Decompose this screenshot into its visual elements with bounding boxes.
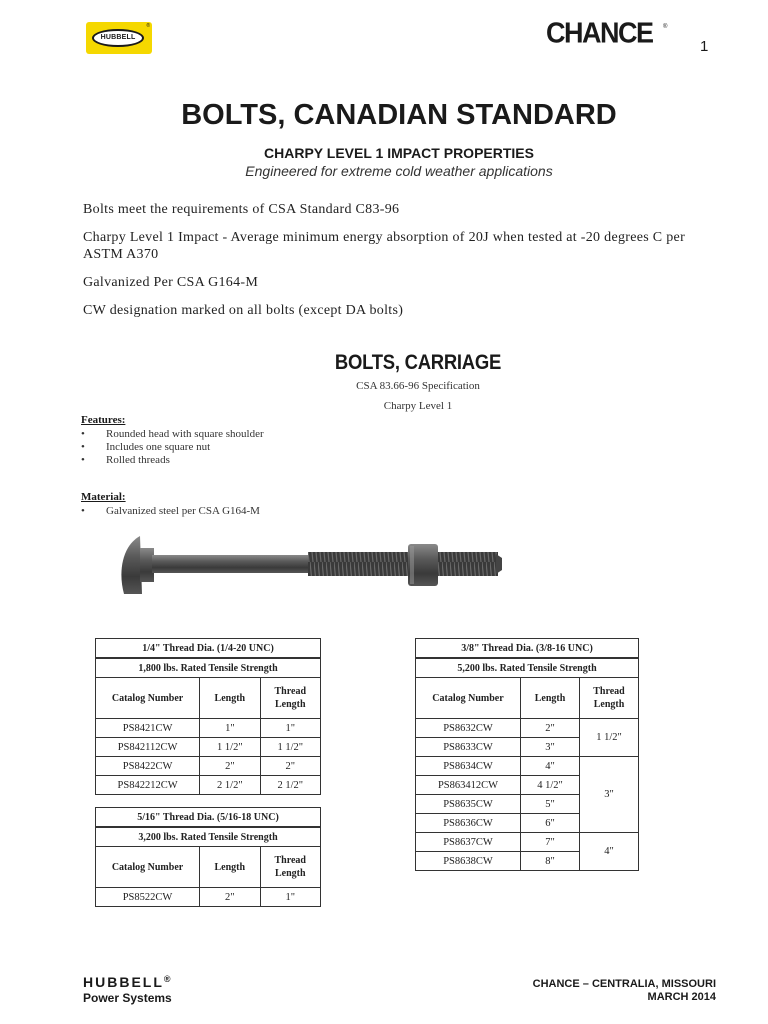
column-header: Catalog Number: [416, 678, 521, 719]
table-row: PS8422CW 2" 2": [96, 757, 321, 776]
spec-table-three-eighth: [415, 638, 639, 871]
page-tagline: Engineered for extreme cold weather applications: [245, 163, 553, 179]
table-row: PS8633CW 3": [416, 738, 639, 757]
table-title: 1/4" Thread Dia. (1/4-20 UNC): [96, 639, 321, 659]
table-strength: 3,200 lbs. Rated Tensile Strength: [96, 827, 321, 847]
footer-date: MARCH 2014: [647, 991, 716, 1003]
column-header: Length: [521, 678, 580, 719]
requirement-item: CW designation marked on all bolts (except DA bolts): [83, 303, 404, 318]
table-row: PS8638CW 8": [416, 852, 639, 871]
column-header: Thread Length: [260, 678, 320, 719]
registered-mark: ®: [663, 24, 668, 30]
section-title: BOLTS, CARRIAGE: [334, 351, 502, 374]
page-number: 1: [700, 38, 709, 55]
page-title: BOLTS, CANADIAN STANDARD: [181, 99, 617, 131]
requirement-item: Galvanized Per CSA G164-M: [83, 275, 259, 290]
features-heading: Features:: [81, 414, 126, 426]
table-row: PS8637CW 7" 4": [416, 833, 639, 852]
table-row: PS8421CW 1" 1": [96, 719, 321, 738]
spec-table-five-sixteenth: [95, 807, 321, 907]
footer-brand-sub: Power Systems: [83, 991, 172, 1005]
page-subtitle: CHARPY LEVEL 1 IMPACT PROPERTIES: [264, 145, 534, 161]
thread-length-group: 3": [580, 757, 639, 833]
chance-logo: CHANCE: [546, 17, 653, 49]
table-row: PS842212CW 2 1/2" 2 1/2": [96, 776, 321, 795]
column-header: Catalog Number: [96, 847, 200, 888]
material-heading: Material:: [81, 491, 126, 503]
column-header: Length: [200, 847, 260, 888]
column-header: Catalog Number: [96, 678, 200, 719]
registered-mark: ®: [146, 23, 150, 29]
table-title: 3/8" Thread Dia. (3/8-16 UNC): [416, 639, 639, 659]
footer-brand: HUBBELL®: [83, 974, 171, 990]
footer-location: CHANCE – CENTRALIA, MISSOURI: [532, 978, 716, 990]
carriage-bolt-image: [118, 532, 508, 598]
table-row: PS863412CW 4 1/2": [416, 776, 639, 795]
table-row: PS8522CW 2" 1": [96, 888, 321, 907]
hubbell-logo-text: HUBBELL: [92, 29, 144, 47]
table-row: PS842112CW 1 1/2" 1 1/2": [96, 738, 321, 757]
table-title: 5/16" Thread Dia. (5/16-18 UNC): [96, 808, 321, 828]
requirement-item: Bolts meet the requirements of CSA Standard C83-96: [83, 202, 400, 217]
table-row: PS8634CW 4" 3": [416, 757, 639, 776]
table-row: PS8636CW 6": [416, 814, 639, 833]
table-row: PS8635CW 5": [416, 795, 639, 814]
table-strength: 1,800 lbs. Rated Tensile Strength: [96, 658, 321, 678]
charpy-line: Charpy Level 1: [383, 400, 453, 412]
column-header: Length: [200, 678, 260, 719]
thread-length-group: 4": [580, 833, 639, 871]
table-strength: 5,200 lbs. Rated Tensile Strength: [416, 658, 639, 678]
column-header: Thread Length: [260, 847, 321, 888]
column-header: Thread Length: [580, 678, 639, 719]
spec-table-quarter: [95, 638, 321, 795]
requirement-item: Charpy Level 1 Impact - Average minimum energy absorption of 20J when tested at -20 degrees C per ASTM A370: [83, 230, 686, 262]
hubbell-logo: [86, 22, 152, 54]
spec-line: CSA 83.66-96 Specification: [356, 380, 480, 392]
table-row: PS8632CW 2" 1 1/2": [416, 719, 639, 738]
thread-length-group: 1 1/2": [580, 719, 639, 757]
